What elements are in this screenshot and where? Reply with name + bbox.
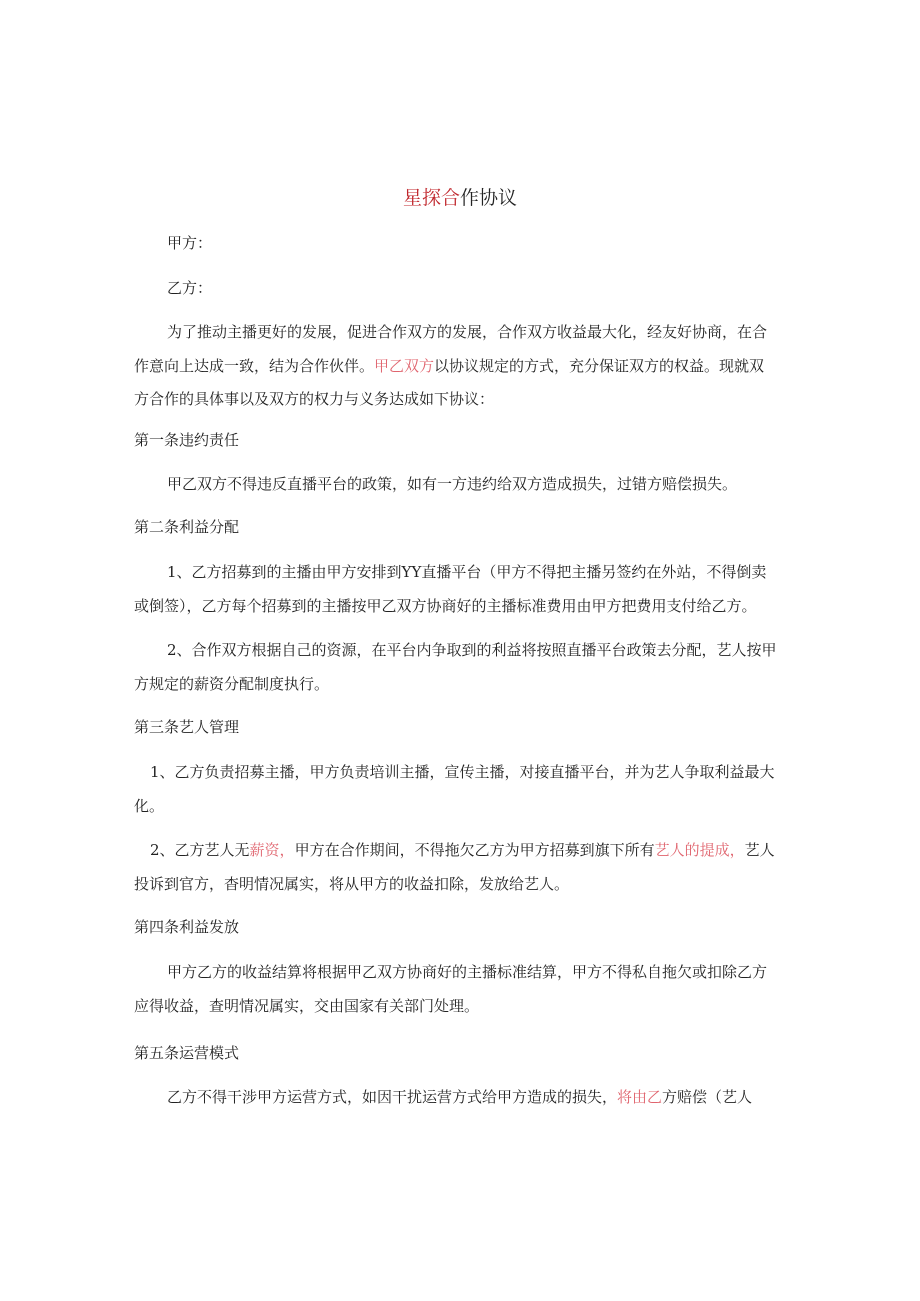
title-black-part: 作协议 bbox=[460, 187, 518, 209]
intro-line-3: 方合作的具体事以及双方的权力与义务达成如下协议： bbox=[134, 390, 495, 408]
party-b-label: 乙方： bbox=[167, 279, 213, 297]
intro-highlight: 甲乙双方 bbox=[374, 357, 435, 375]
section-3-heading: 第三条艺人管理 bbox=[134, 718, 240, 736]
section-2-p2-line-1: 2、合作双方根据自己的资源，在平台内争取到的利益将按照直播平台政策去分配，艺人按甲 bbox=[167, 641, 777, 659]
section-3-p2-e: 艺人 bbox=[744, 841, 775, 859]
document-title bbox=[0, 183, 920, 210]
intro-line-2a: 作意向上达成一致，结为合作伙伴。 bbox=[134, 357, 375, 375]
section-2-heading: 第二条利益分配 bbox=[134, 518, 240, 536]
party-a-label: 甲方： bbox=[167, 234, 213, 252]
section-3-p2-line-2: 投诉到官方，杳明情况属实，将从甲方的收益扣除，发放给艺人。 bbox=[134, 875, 570, 893]
section-3-p2-c: 甲方在合作期间，不得拖欠乙方为甲方招募到旗下所有 bbox=[294, 841, 655, 859]
title-red-part: 星探合 bbox=[402, 187, 460, 209]
section-5-line-1 bbox=[167, 1087, 752, 1107]
section-4-line-1: 甲方乙方的收益结算将根据甲乙双方协商好的主播标准结算，甲方不得私自拖欠或扣除乙方 bbox=[167, 963, 768, 981]
section-3-p2-salary: 薪资， bbox=[249, 841, 295, 859]
section-5-c: 方赔偿（艺人 bbox=[662, 1088, 753, 1106]
section-1-para: 甲乙双方不得违反直播平台的政策，如有一方违约给双方造成损失，过错方赔偿损失。 bbox=[167, 475, 738, 493]
section-1-heading: 第一条违约责任 bbox=[134, 431, 240, 449]
intro-line-2 bbox=[134, 356, 764, 376]
intro-line-2c: 以协议规定的方式，充分保证双方的权益。现就双 bbox=[434, 357, 765, 375]
section-5-highlight: 将由乙 bbox=[617, 1088, 663, 1106]
section-5-a: 乙方不得干涉甲方运营方式，如因干扰运营方式给甲方造成的损失， bbox=[167, 1088, 618, 1106]
section-3-p2-commission: 艺人的提成， bbox=[654, 841, 745, 859]
intro-line-1: 为了推动主播更好的发展，促进合作双方的发展，合作双方收益最大化，经友好协商，在合 bbox=[167, 323, 768, 341]
section-3-p1-line-1: 1、乙方负责招募主播，甲方负责培训主播，宣传主播，对接直播平台，并为艺人争取利益最大 bbox=[150, 763, 775, 781]
section-4-line-2: 应得收益，查明情况属实，交由国家有关部门处理。 bbox=[134, 997, 480, 1015]
section-2-p1-line-1: 1、乙方招募到的主播由甲方安排到YY直播平台（甲方不得把主播另签约在外站，不得倒卖 bbox=[167, 563, 767, 581]
section-3-p1-line-2: 化。 bbox=[134, 797, 165, 815]
section-2-p2-line-2: 方规定的薪资分配制度执行。 bbox=[134, 675, 330, 693]
section-3-p2-line-1 bbox=[150, 840, 775, 860]
section-4-heading: 第四条利益发放 bbox=[134, 918, 240, 936]
section-2-p1-line-2: 或倒签），乙方每个招募到的主播按甲乙双方协商好的主播标准费用由甲方把费用支付给乙方。 bbox=[134, 597, 757, 615]
section-3-p2-a: 2、乙方艺人无 bbox=[150, 841, 250, 859]
section-5-heading: 第五条运营模式 bbox=[134, 1044, 240, 1062]
